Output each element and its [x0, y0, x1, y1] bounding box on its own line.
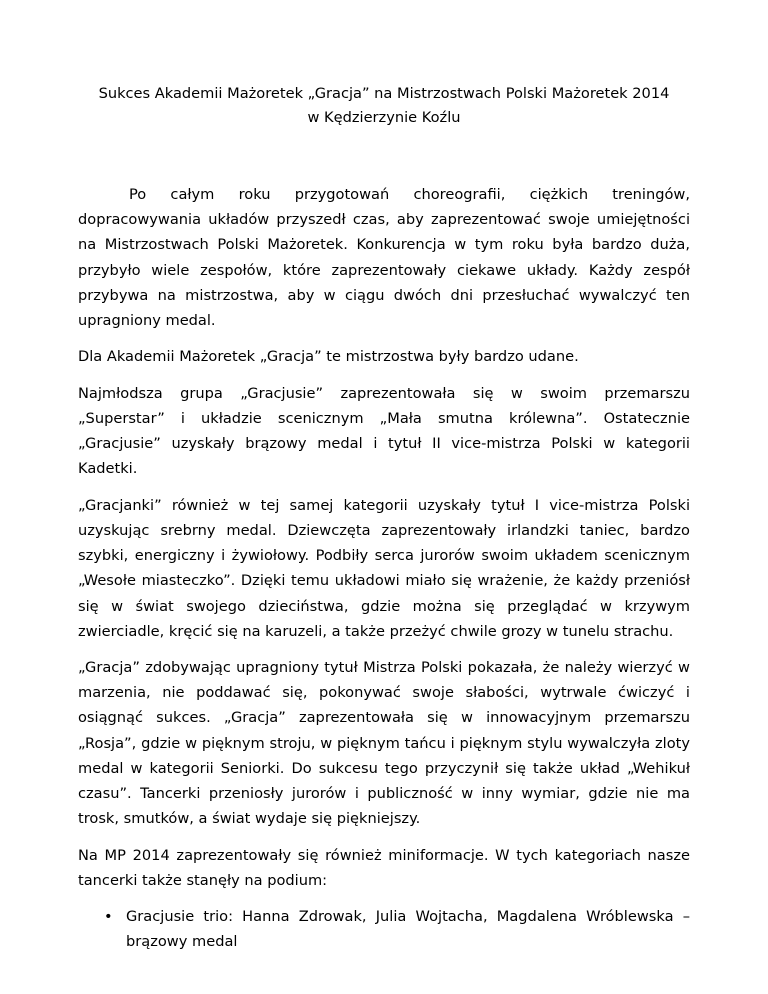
document-page: [78, 82, 690, 955]
title-line-1: Sukces Akademii Mażoretek „Gracja” na Mistrzostwach Polski Mażoretek 2014: [98, 85, 670, 102]
document-title: [78, 82, 690, 130]
results-list: [78, 904, 690, 954]
paragraph-summary: Dla Akademii Mażoretek „Gracja” te mistrzostwa były bardzo udane.: [78, 348, 579, 366]
paragraph-miniformations: Na MP 2014 zaprezentowały się również miniformacje. W tych kategoriach nasze tancerki także stanęły na podium:: [78, 846, 690, 889]
paragraph-gracjusie: Najmłodsza grupa „Gracjusie” zaprezentowała się w swoim przemarszu „Superstar” i układzie scenicznym „Mała smutna królewna”. Ostatecznie „Gracjusie” uzyskały brązowy medal i tytuł II vice-mistrza Polski w kategorii Kadetki.: [78, 384, 690, 478]
paragraph-gracja: „Gracja” zdobywając upragniony tytuł Mistrza Polski pokazała, że należy wierzyć w marzenia, nie poddawać się, pokonywać swoje słabości, wytrwale ćwiczyć i osiągnąć sukces. „Gracja” zaprezentowała się w innowacyjnym przemarszu „Rosja”, gdzie w pięknym stroju, w pięknym tańcu i pięknym stylu wywalczyła zloty medal w kategorii Seniorki. Do sukcesu tego przyczynił się także układ „Wehikuł czasu”. Tancerki przeniosły jurorów i publiczność w inny wymiar, gdzie nie ma trosk, smutków, a świat wydaje się piękniejszy.: [78, 658, 690, 828]
list-item: [104, 904, 690, 954]
title-line-2: w Kędzierzynie Koźlu: [307, 109, 461, 126]
list-item-text: Gracjusie trio: Hanna Zdrowak, Julia Wojtacha, Magdalena Wróblewska – brązowy medal: [126, 908, 690, 951]
bullet-icon: •: [104, 908, 113, 926]
paragraph-gracjanki: „Gracjanki” również w tej samej kategorii uzyskały tytuł I vice-mistrza Polski uzyskując srebrny medal. Dziewczęta zaprezentowały irlandzki taniec, bardzo szybki, energiczny i żywiołowy. Podbiły serca jurorów swoim układem scenicznym „Wesołe miasteczko”. Dzięki temu układowi miało się wrażenie, że każdy przeniósł się w świat swojego dzieciństwa, gdzie można się przeglądać w krzywym zwierciadle, kręcić się na karuzeli, a także przeżyć chwile grozy w tunelu strachu.: [78, 496, 690, 640]
paragraph-intro: Po całym roku przygotowań choreografii, ciężkich treningów, dopracowywania układów przyszedł czas, aby zaprezentować swoje umiejętności na Mistrzostwach Polski Mażoretek. Konkurencja w tym roku była bardzo duża, przybyło wiele zespołów, które zaprezentowały ciekawe układy. Każdy zespół przybywa na mistrzostwa, aby w ciągu dwóch dni przesłuchać wywalczyć ten upragniony medal.: [78, 186, 690, 330]
